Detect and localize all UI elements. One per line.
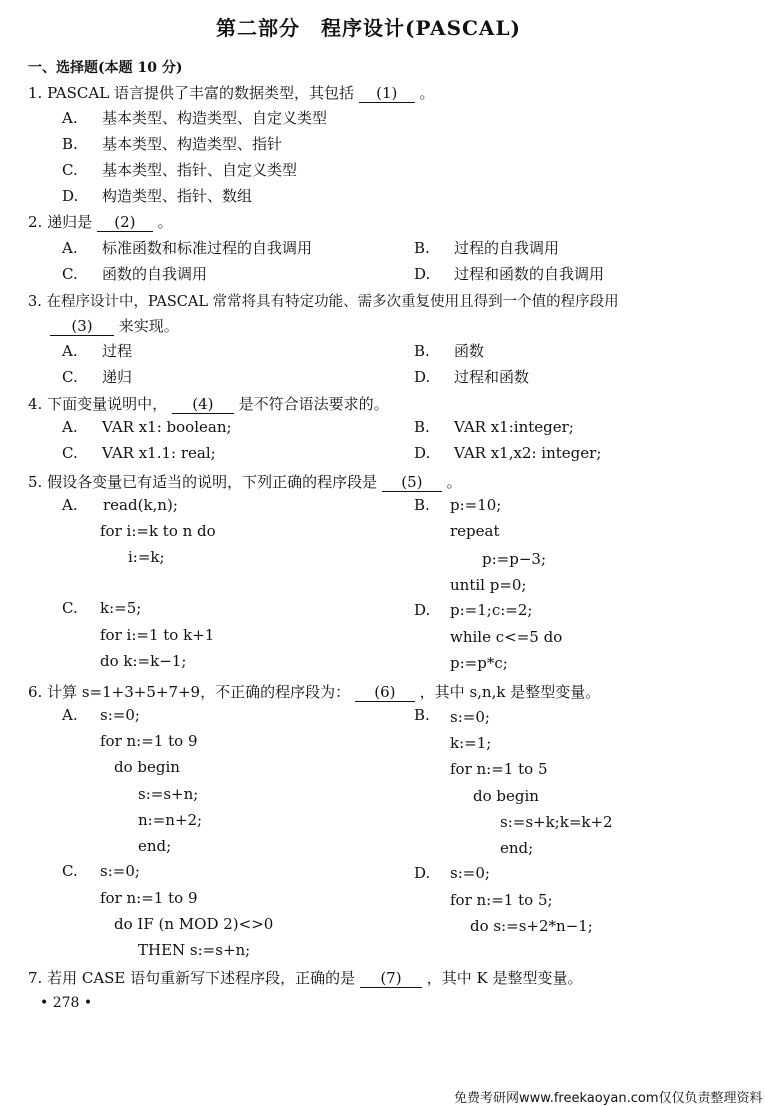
- answer-blank-5: (5): [382, 473, 442, 492]
- question-2: 2. 递归是 (2) 。: [28, 213, 173, 231]
- answer-blank-2: (2): [97, 213, 153, 232]
- code-line: do IF (n MOD 2)<>0: [114, 915, 274, 933]
- code-line: p:=10;: [450, 496, 502, 514]
- code-line: for i:=1 to k+1: [100, 626, 215, 644]
- code-line: i:=k;: [128, 548, 165, 566]
- question-6-text: 6. 计算 s=1+3+5+7+9，不正确的程序段为：: [28, 683, 351, 701]
- code-line: s:=0;: [450, 708, 490, 726]
- option-2c: C. 函数的自我调用: [62, 265, 208, 283]
- code-line: until p=0;: [450, 576, 527, 594]
- option-1d: D. 构造类型、指针、数组: [62, 187, 253, 205]
- code-line: s:=0;: [100, 706, 140, 724]
- answer-blank-4: (4): [172, 395, 234, 414]
- code-line: THEN s:=s+n;: [138, 941, 251, 959]
- option-6a-label: A.: [62, 706, 78, 724]
- code-line: for n:=1 to 5: [450, 760, 548, 778]
- option-2d: D. 过程和函数的自我调用: [414, 265, 605, 283]
- code-line: for n:=1 to 9: [100, 889, 198, 907]
- code-line: end;: [500, 839, 534, 857]
- option-6b-label: B.: [414, 706, 430, 724]
- option-6d-label: D.: [414, 864, 431, 882]
- question-4: 4. 下面变量说明中， (4) 是不符合语法要求的。: [28, 395, 389, 413]
- code-line: p:=1;c:=2;: [450, 601, 533, 619]
- footer-watermark: 免费考研网www.freekaoyan.com仅仅负责整理资料: [454, 1091, 763, 1106]
- option-1a: A. 基本类型、构造类型、自定义类型: [62, 109, 328, 127]
- code-line: for n:=1 to 5;: [450, 891, 553, 909]
- question-6: 6. 计算 s=1+3+5+7+9，不正确的程序段为： (6) ，其中 s,n,k 是整型变量。: [28, 683, 601, 701]
- option-4a: A. VAR x1: boolean;: [62, 418, 232, 436]
- option-1c: C. 基本类型、指针、自定义类型: [62, 161, 298, 179]
- code-line: repeat: [450, 522, 500, 540]
- answer-blank-1: (1): [359, 84, 415, 103]
- option-1b: B. 基本类型、构造类型、指针: [62, 135, 283, 153]
- code-line: while c<=5 do: [450, 628, 563, 646]
- code-line: p:=p*c;: [450, 654, 508, 672]
- option-5d-label: D.: [414, 601, 431, 619]
- question-3-line1: 3. 在程序设计中，PASCAL 常常将具有特定功能、需多次重复使用且得到一个值的程序段用: [28, 294, 619, 310]
- page-number: • 278 •: [40, 995, 93, 1011]
- question-7-text: 7. 若用 CASE 语句重新写下述程序段，正确的是: [28, 969, 356, 987]
- question-2-text: 2. 递归是: [28, 213, 93, 231]
- code-line: do begin: [473, 787, 539, 805]
- option-3d: D. 过程和函数: [414, 368, 530, 386]
- question-5: 5. 假设各变量已有适当的说明，下列正确的程序段是 (5) 。: [28, 473, 462, 491]
- code-line: s:=s+k;k=k+2: [500, 813, 613, 831]
- question-3-line2: (3) 来实现。: [50, 315, 179, 336]
- question-5-text: 5. 假设各变量已有适当的说明，下列正确的程序段是: [28, 473, 378, 491]
- option-3a: A. 过程: [62, 342, 133, 360]
- code-line: p:=p−3;: [482, 550, 546, 568]
- code-line: do begin: [114, 758, 180, 776]
- option-3b: B. 函数: [414, 342, 485, 360]
- option-4c: C. VAR x1.1: real;: [62, 444, 216, 462]
- option-6c-label: C.: [62, 862, 78, 880]
- option-2a: A. 标准函数和标准过程的自我调用: [62, 239, 313, 257]
- option-5c-label: C.: [62, 599, 78, 617]
- option-2b: B. 过程的自我调用: [414, 239, 560, 257]
- code-line: k:=1;: [450, 734, 492, 752]
- page-title: 第二部分 程序设计(PASCAL): [216, 16, 521, 40]
- code-line: n:=n+2;: [138, 811, 203, 829]
- option-5a-label: A.: [62, 496, 78, 514]
- option-3c: C. 递归: [62, 368, 133, 386]
- code-line: s:=0;: [450, 864, 490, 882]
- code-line: for n:=1 to 9: [100, 732, 198, 750]
- option-4b: B. VAR x1:integer;: [414, 418, 574, 436]
- option-4d: D. VAR x1,x2: integer;: [414, 444, 602, 462]
- code-line: end;: [138, 837, 172, 855]
- code-line: s:=s+n;: [138, 785, 199, 803]
- question-1-text: 1. PASCAL 语言提供了丰富的数据类型，其包括: [28, 84, 354, 102]
- question-1: 1. PASCAL 语言提供了丰富的数据类型，其包括 (1) 。: [28, 84, 435, 102]
- answer-blank-7: (7): [360, 969, 422, 988]
- code-line: s:=0;: [100, 862, 140, 880]
- question-7: 7. 若用 CASE 语句重新写下述程序段，正确的是 (7) ，其中 K 是整型变量。: [28, 969, 583, 987]
- section-heading: 一、选择题(本题 10 分): [28, 60, 183, 76]
- code-line: do k:=k−1;: [100, 652, 187, 670]
- option-5b-label: B.: [414, 496, 430, 514]
- answer-blank-6: (6): [355, 683, 415, 702]
- question-4-text: 4. 下面变量说明中，: [28, 395, 168, 413]
- code-line: for i:=k to n do: [100, 522, 216, 540]
- answer-blank-3: (3): [50, 317, 114, 336]
- code-line: read(k,n);: [103, 496, 178, 514]
- code-line: do s:=s+2*n−1;: [470, 917, 593, 935]
- code-line: k:=5;: [100, 599, 142, 617]
